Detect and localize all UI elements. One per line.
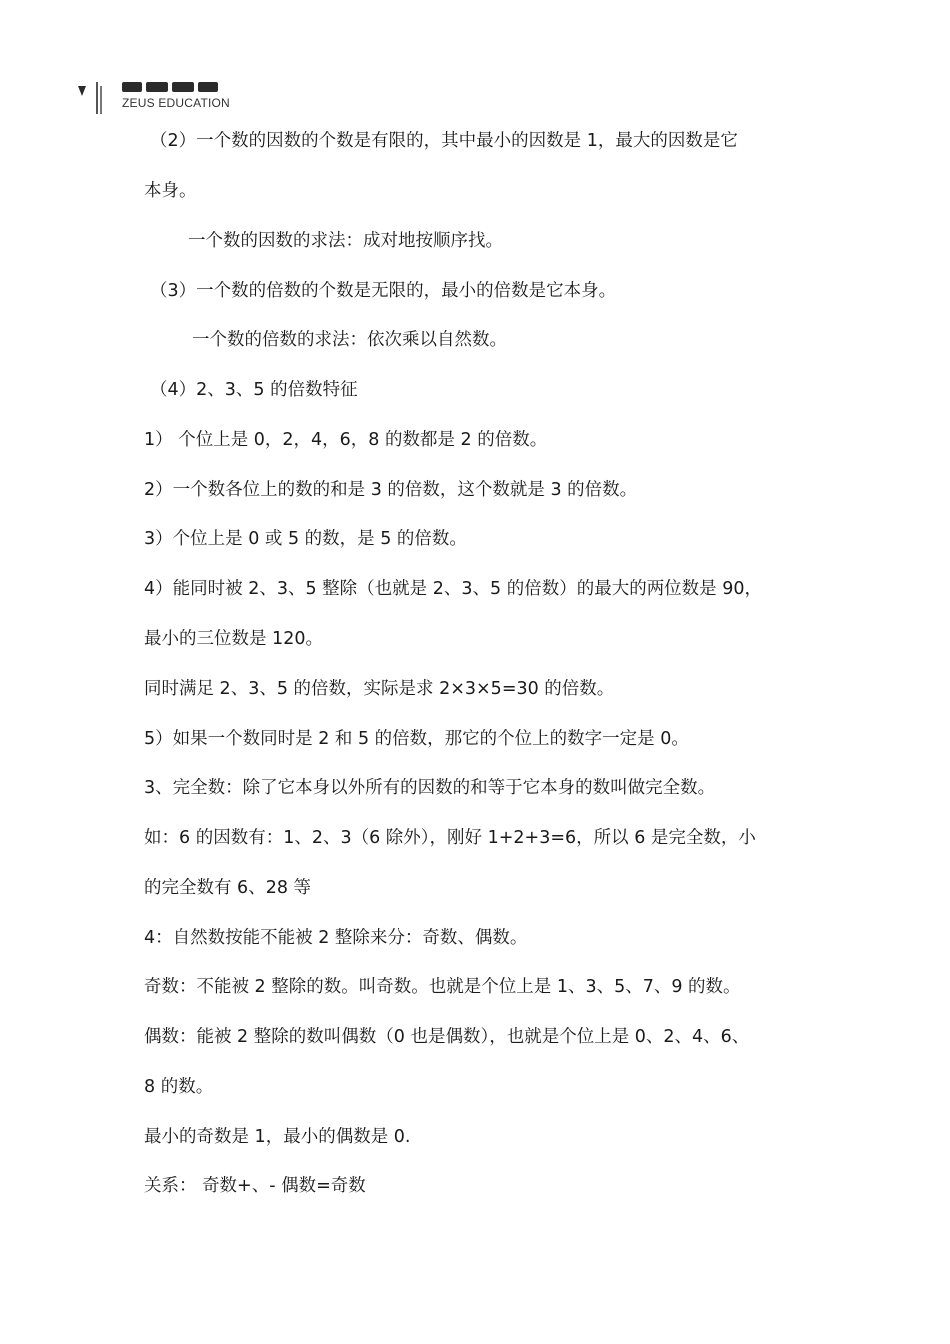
text-line-4: （3）一个数的倍数的个数是无限的，最小的倍数是它本身。 xyxy=(150,281,617,301)
text-line-6: （4）2、3、5 的倍数特征 xyxy=(150,380,358,400)
zeus-logo-icon xyxy=(76,78,108,116)
brand-name: ZEUS EDUCATION xyxy=(122,96,230,110)
text-line-18: 奇数：不能被 2 整除的数。叫奇数。也就是个位上是 1、3、5、7、9 的数。 xyxy=(144,977,741,997)
text-line-14: 3、完全数：除了它本身以外所有的因数的和等于它本身的数叫做完全数。 xyxy=(144,778,716,798)
text-line-5: 一个数的倍数的求法：依次乘以自然数。 xyxy=(192,330,507,350)
text-line-17: 4：自然数按能不能被 2 整除来分：奇数、偶数。 xyxy=(144,928,528,948)
brand-header xyxy=(76,78,256,118)
text-line-19: 偶数：能被 2 整除的数叫偶数（0 也是偶数），也就是个位上是 0、2、4、6、 xyxy=(144,1027,750,1047)
text-line-2: 本身。 xyxy=(144,181,197,201)
text-line-21: 最小的奇数是 1，最小的偶数是 0. xyxy=(144,1127,411,1147)
text-line-10: 4）能同时被 2、3、5 整除（也就是 2、3、5 的倍数）的最大的两位数是 90， xyxy=(144,579,763,599)
text-line-20: 8 的数。 xyxy=(144,1077,214,1097)
text-line-7: 1） 个位上是 0，2，4，6，8 的数都是 2 的倍数。 xyxy=(144,430,548,450)
text-line-8: 2）一个数各位上的数的和是 3 的倍数，这个数就是 3 的倍数。 xyxy=(144,480,638,500)
text-line-11: 最小的三位数是 120。 xyxy=(144,629,323,649)
brand-wordmark-cut xyxy=(122,78,234,92)
text-line-15: 如：6 的因数有：1、2、3（6 除外），刚好 1+2+3=6，所以 6 是完全数，小 xyxy=(144,828,756,848)
text-line-22: 关系： 奇数+、- 偶数=奇数 xyxy=(144,1176,366,1196)
text-line-1: （2）一个数的因数的个数是有限的，其中最小的因数是 1，最大的因数是它 xyxy=(150,131,738,151)
text-line-16: 的完全数有 6、28 等 xyxy=(144,878,312,898)
text-line-3: 一个数的因数的求法：成对地按顺序找。 xyxy=(188,231,503,251)
text-line-9: 3）个位上是 0 或 5 的数，是 5 的倍数。 xyxy=(144,529,467,549)
text-line-12: 同时满足 2、3、5 的倍数，实际是求 2×3×5=30 的倍数。 xyxy=(144,679,615,699)
text-line-13: 5）如果一个数同时是 2 和 5 的倍数，那它的个位上的数字一定是 0。 xyxy=(144,729,689,749)
